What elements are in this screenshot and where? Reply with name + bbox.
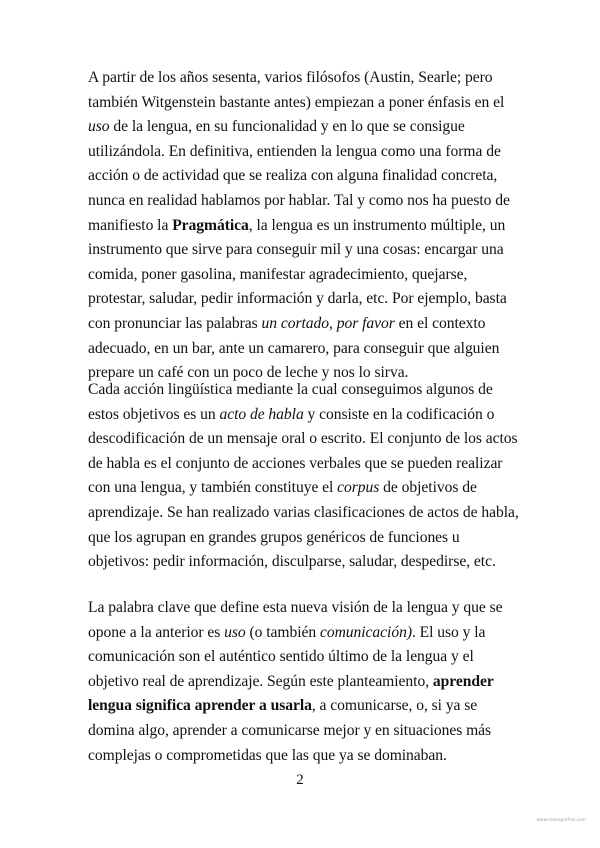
text-segment-bold: Pragmática	[172, 216, 249, 234]
text-segment-normal: Cada acción lingüística mediante la cual conseguimos algunos de estos objetivos es un	[88, 381, 493, 423]
text-segment-italic: un cortado, por favor	[261, 314, 395, 332]
paragraph-3	[88, 596, 520, 768]
text-segment-normal: de objetivos de aprendizaje. Se han realizado varias clasificaciones de actos de habla, que los agrupan en grandes grupos genéricos de funciones u objetivos: pedir información, disculparse, saludar, despedirse, etc.	[88, 479, 519, 571]
text-segment-italic: comunicación)	[319, 623, 412, 641]
page-number: 2	[296, 772, 304, 788]
text-segment-italic: uso	[224, 623, 246, 641]
paragraph-1	[88, 66, 520, 386]
text-segment-italic: uso	[88, 118, 110, 136]
text-segment-normal: A partir de los años sesenta, varios filósofos (Austin, Searle; pero también Witgenstein bastante antes) empiezan a poner énfasis en el	[88, 69, 505, 111]
text-segment-normal: , la lengua es un instrumento múltiple, un instrumento que sirve para conseguir mil y una cosas: encargar una comida, poner gasolina, manifestar agradecimiento, quejarse, protestar, saludar, pedir información y darla, etc. Por ejemplo, basta con pronunciar las palabras	[88, 216, 507, 332]
text-segment-bold: aprender lengua significa aprender a usarla	[88, 672, 494, 715]
text-segment-normal: , a comunicarse, o, si ya se domina algo, aprender a comunicarse mejor y en situaciones más complejas o comprometidas que las que ya se dominaban.	[88, 697, 492, 764]
text-segment-normal: . El uso y la comunicación son el auténtico sentido último de la lengua y el objetivo real de aprendizaje. Según este planteamiento,	[88, 623, 486, 690]
text-segment-normal: de la lengua, en su funcionalidad y en lo que se consigue utilizándola. En definitiva, entienden la lengua como una forma de acción o de actividad que se realiza con alguna finalidad concreta, nunca en realidad hablamos por hablar. Tal y como nos ha puesto de manifiesto la	[88, 118, 510, 234]
text-segment-normal: en el contexto adecuado, en un bar, ante un camarero, para conseguir que alguien prepare un café con un poco de leche y nos lo sirva.	[88, 314, 500, 382]
watermark: www.monografias.com	[536, 817, 586, 822]
text-segment-italic: acto de habla	[219, 405, 304, 423]
paragraph-2	[88, 378, 520, 575]
text-segment-normal: y consiste en la codificación o descodificación de un mensaje oral o escrito. El conjunto de los actos de habla es el conjunto de acciones verbales que se pueden realizar con una lengua, y también constituye el	[88, 405, 518, 497]
text-segment-normal: (o también	[245, 623, 320, 641]
text-segment-normal: La palabra clave que define esta nueva visión de la lengua y que se opone a la anterior es	[88, 599, 503, 641]
text-segment-italic: corpus	[337, 479, 380, 497]
